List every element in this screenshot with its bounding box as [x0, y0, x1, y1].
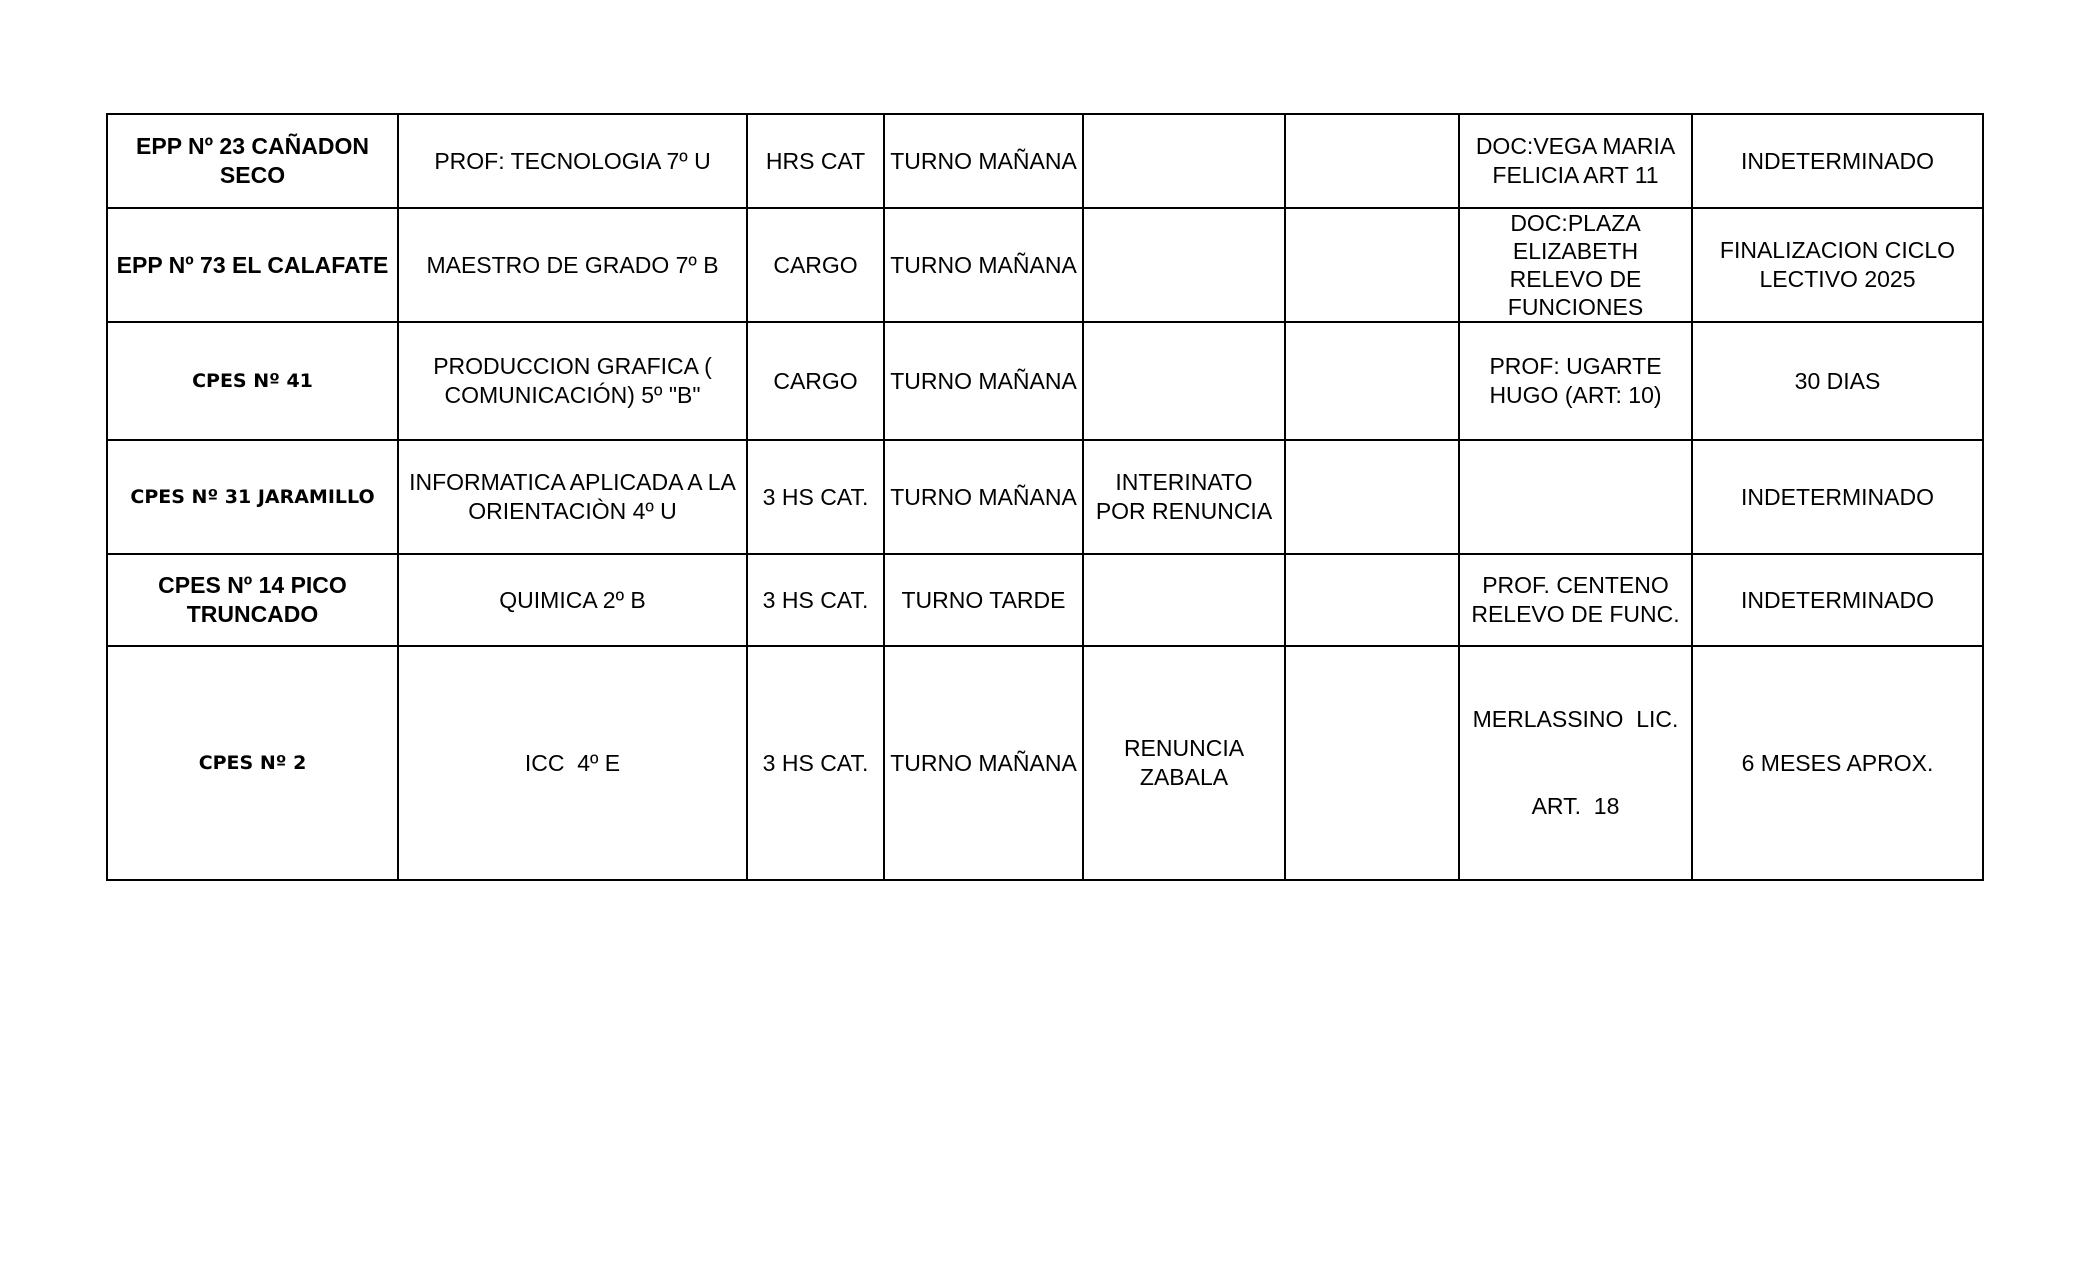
reason-cell: RENUNCIA ZABALA	[1083, 646, 1285, 880]
holder-cell: DOC:VEGA MARIA FELICIA ART 11	[1459, 114, 1692, 208]
duration-cell: INDETERMINADO	[1692, 440, 1983, 554]
holder-cell	[1459, 440, 1692, 554]
shift-cell: TURNO MAÑANA	[884, 114, 1083, 208]
school-cell: EPP Nº 73 EL CALAFATE	[107, 208, 398, 322]
reason-cell	[1083, 554, 1285, 646]
hours-type-cell: CARGO	[747, 322, 884, 440]
subject-cell: QUIMICA 2º B	[398, 554, 747, 646]
extra-cell	[1285, 322, 1459, 440]
shift-cell: TURNO MAÑANA	[884, 646, 1083, 880]
table-row	[107, 322, 1983, 440]
school-cell: EPP Nº 23 CAÑADON SECO	[107, 114, 398, 208]
reason-cell	[1083, 322, 1285, 440]
subject-cell: INFORMATICA APLICADA A LA ORIENTACIÒN 4º U	[398, 440, 747, 554]
table-row	[107, 440, 1983, 554]
subject-cell: PRODUCCION GRAFICA ( COMUNICACIÓN) 5º "B"	[398, 322, 747, 440]
extra-cell	[1285, 554, 1459, 646]
table-row	[107, 646, 1983, 880]
hours-type-cell: 3 HS CAT.	[747, 440, 884, 554]
shift-cell: TURNO MAÑANA	[884, 322, 1083, 440]
extra-cell	[1285, 440, 1459, 554]
table-row	[107, 114, 1983, 208]
holder-cell: PROF. CENTENO RELEVO DE FUNC.	[1459, 554, 1692, 646]
holder-cell: DOC:PLAZA ELIZABETH RELEVO DE FUNCIONES	[1459, 208, 1692, 322]
duration-cell: INDETERMINADO	[1692, 114, 1983, 208]
extra-cell	[1285, 208, 1459, 322]
hours-type-cell: CARGO	[747, 208, 884, 322]
vacancies-table	[106, 113, 1984, 881]
school-cell: CPES Nº 41	[107, 322, 398, 440]
duration-cell: FINALIZACION CICLO LECTIVO 2025	[1692, 208, 1983, 322]
reason-cell	[1083, 208, 1285, 322]
table-row	[107, 554, 1983, 646]
holder-cell: PROF: UGARTE HUGO (ART: 10)	[1459, 322, 1692, 440]
table-row	[107, 208, 1983, 322]
reason-cell	[1083, 114, 1285, 208]
extra-cell	[1285, 114, 1459, 208]
hours-type-cell: 3 HS CAT.	[747, 554, 884, 646]
hours-type-cell: 3 HS CAT.	[747, 646, 884, 880]
school-cell: CPES Nº 14 PICO TRUNCADO	[107, 554, 398, 646]
school-cell: CPES Nº 2	[107, 646, 398, 880]
subject-cell: ICC 4º E	[398, 646, 747, 880]
duration-cell: 30 DIAS	[1692, 322, 1983, 440]
hours-type-cell: HRS CAT	[747, 114, 884, 208]
holder-cell: MERLASSINO LIC. ART. 18	[1459, 646, 1692, 880]
subject-cell: PROF: TECNOLOGIA 7º U	[398, 114, 747, 208]
subject-cell: MAESTRO DE GRADO 7º B	[398, 208, 747, 322]
duration-cell: INDETERMINADO	[1692, 554, 1983, 646]
school-cell: CPES Nº 31 JARAMILLO	[107, 440, 398, 554]
shift-cell: TURNO MAÑANA	[884, 440, 1083, 554]
extra-cell	[1285, 646, 1459, 880]
duration-cell: 6 MESES APROX.	[1692, 646, 1983, 880]
reason-cell: INTERINATO POR RENUNCIA	[1083, 440, 1285, 554]
shift-cell: TURNO MAÑANA	[884, 208, 1083, 322]
shift-cell: TURNO TARDE	[884, 554, 1083, 646]
